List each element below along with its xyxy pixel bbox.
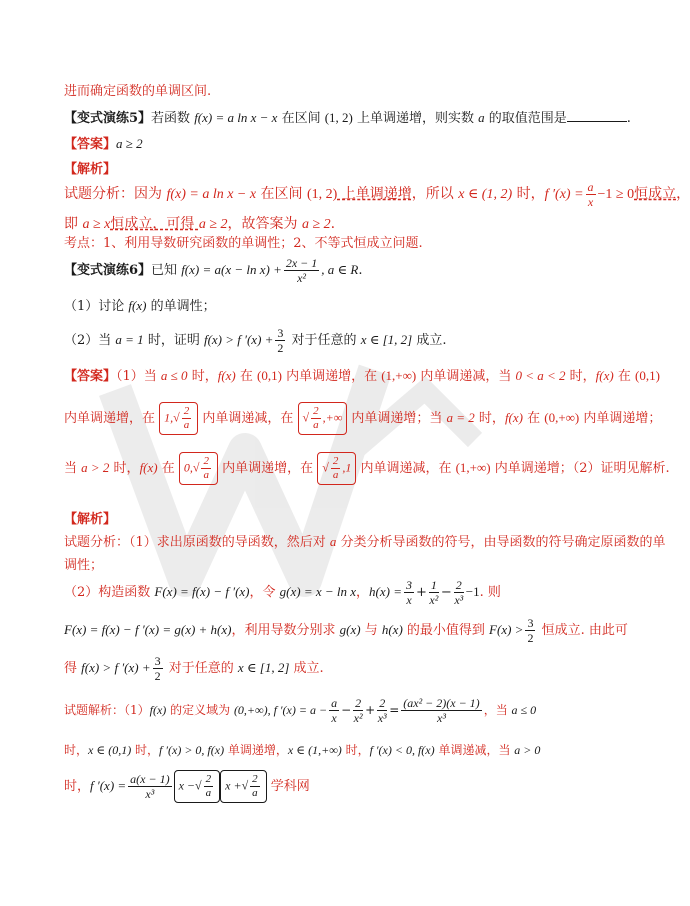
fraction [128,772,171,801]
numerator: (ax² − 2)(x − 1) [403,696,480,710]
math: f ′(x) < 0, f(x) [369,743,435,757]
text: 时， [187,369,218,384]
fraction [429,578,439,607]
text: 考点：1、利用导数研究函数的单调性；2、不等式恒成立问题. [64,236,423,251]
text: 若函数 [151,111,195,126]
text: 恒成立 [634,186,677,202]
math: (0,1) [634,368,660,383]
denominator: x [587,194,594,209]
fraction [525,616,535,645]
text: 在区间 [277,111,325,126]
math: −1 ≥ 0 [597,187,635,202]
fraction [275,326,285,355]
text: 的单调性； [146,299,216,314]
answer-blank [567,109,627,122]
denominator: 2 [277,341,284,355]
text: 时， [474,411,505,426]
text: 上单调递增，则实数 [352,111,479,126]
text: （2）当 [64,333,116,348]
math: −1 [465,584,480,599]
text: （2）构造函数 [64,585,155,600]
math: a ≥ x [82,217,111,232]
math: (0,+∞) [544,410,580,425]
text: 单调递减，当 [434,743,515,757]
line-14 [64,510,600,530]
math: g(x) = x − ln x [279,584,357,599]
fraction [182,405,192,432]
line-9 [64,296,600,317]
text: 试题分析：（1）求出原函数的导函数，然后对 [64,535,330,550]
exercise-label: 【变式演练5】 [64,111,152,126]
text: . 则 [479,585,501,600]
interval-with-sqrt: 1,√ $\frac{2}{a}$ [159,402,198,435]
factor-with-sqrt: x +√ $\frac{2}{a}$ [220,770,267,803]
text: 内单调递减，在 [198,411,298,426]
math: x ∈ (1, 2) [458,187,513,202]
line-6 [64,214,600,235]
text: ，利用导数分别求 [231,623,340,638]
text: 内单调递减，在 [356,461,456,476]
fraction [250,773,260,800]
factor-with-sqrt: x −√ $\frac{2}{a}$ [174,770,221,803]
denominator: a [252,787,258,799]
line-2 [64,108,631,129]
math: x ∈ (1,+∞) [287,743,342,757]
math: F(x) = f(x) − f ′(x) [154,584,250,599]
text: 时， [341,743,370,757]
text: 内单调递增； [579,411,662,426]
text: （1）讨论 [64,299,129,314]
math: a ≤ 0 [511,703,537,717]
denominator: x² [429,593,439,607]
line-18 [64,612,628,649]
text: 的最小值得到 [402,623,490,638]
math: x ∈ (0,1) [88,743,132,757]
numerator: 2 [183,405,190,417]
fraction [201,455,211,482]
math: f(x) [595,368,614,383]
numerator: 2 [313,405,319,417]
line-5 [64,176,690,213]
text: 在 [157,461,179,476]
interval-with-sqrt: 0,√ $\frac{2}{a}$ [179,452,218,485]
text: 进而确定函数的单调区间. [64,84,212,99]
math: a = 1 [115,332,144,347]
numerator: 3 [277,326,284,340]
numerator: 2 [332,455,339,467]
math: f(x) = a ln x − x [194,110,278,125]
denominator: x³ [437,711,446,725]
math: x ∈ [1, 2] [360,332,413,347]
numerator: 3 [527,616,534,630]
text: 得 [64,661,82,676]
text: 内单调递减，当 [416,369,516,384]
denominator: a [313,419,319,431]
answer-label: 【答案】 [64,369,117,384]
text: （1）当 [116,369,161,384]
text: 试题分析：因为 [64,186,167,202]
math: x − [178,778,196,793]
line-10 [64,322,600,359]
text: 时， [565,369,596,384]
analysis-label: 【解析】 [64,162,117,177]
text: 调性； [64,558,104,573]
text: 在 [522,411,545,426]
text: 时，证明 [143,333,204,348]
denominator: x³ [145,787,155,801]
numerator: 1 [430,578,437,592]
text: . [330,216,336,232]
math: a [329,534,337,549]
text: 对于任意的 [287,333,361,348]
line-8 [64,252,600,289]
denominator: x² [353,711,363,725]
text: ，令 [249,585,280,600]
line-21 [64,740,600,760]
text: 内单调递增；当 [347,411,447,426]
denominator: x³ [454,593,464,607]
math: (0,+∞), f ′(x) = a − [233,703,328,717]
text: . [626,111,631,126]
math: a = 2 [446,410,475,425]
text: 的定义域为 [166,703,234,717]
line-22 [64,766,600,807]
fraction [353,696,363,725]
denominator: a [332,469,339,481]
fraction [404,578,414,607]
answer-label: 【答案】 [64,137,117,152]
fraction [586,180,596,209]
text: ， [676,186,690,202]
numerator: 2 [455,578,462,592]
text: 时， [64,779,91,794]
line-12 [64,398,662,439]
math: f(x) = a ln x − x [166,187,257,202]
numerator: 2 [203,455,209,467]
text: ，故答案为 [227,216,302,232]
math: f(x) [139,460,158,475]
text: 单调递增， [224,743,288,757]
text: 即 [64,216,83,232]
denominator: 2 [527,631,534,645]
math: (0,1) [257,368,282,383]
denominator: 2 [154,669,161,683]
math: (1, 2) [307,187,338,202]
math: 0 < a < 2 [515,368,566,383]
text: 恒成立，可得 [110,216,199,232]
math: 1, [164,410,174,425]
math: F(x) > [489,622,524,637]
math: f(x) [217,368,236,383]
math: a ≥ 2 [116,136,143,151]
numerator: 2 [252,773,258,785]
text: 已知 [151,263,182,278]
line-11 [64,366,660,387]
math: (1,+∞) [455,460,491,475]
text: 内单调递增，在 [217,461,318,476]
fraction [401,696,481,725]
text: . [358,263,363,278]
numerator: 2 [205,773,212,785]
denominator: x³ [377,711,387,725]
text: ，所以 [411,186,459,202]
text: ，当 [483,703,512,717]
exercise-label: 【变式演练6】 [64,263,152,278]
math: (1,+∞) [381,368,417,383]
line-16 [64,556,600,576]
text: 恒成立. 由此可 [537,623,628,638]
numerator: 3 [405,578,412,592]
math: f(x) = a(x − ln x) + [181,262,282,277]
text: 时， [109,461,140,476]
math: f ′(x) > 0, f(x) [159,743,225,757]
text: 与 [360,623,382,638]
text: 内单调递增，在 [281,369,382,384]
fraction [311,405,321,432]
text: 成立. [412,333,447,348]
math: f ′(x) = [90,778,127,793]
analysis-label: 【解析】 [64,512,117,527]
math: 0, [183,460,193,475]
denominator: x [331,711,337,725]
text: 内单调递增，在 [64,411,160,426]
line-1 [64,82,600,102]
math: h(x) = [369,584,402,599]
math: a [478,110,485,125]
interval-with-sqrt: √ $\frac{2}{a}$ ,1 [317,452,356,485]
math: F(x) = f(x) − f ′(x) = g(x) + h(x) [64,622,232,637]
math: a ≥ 2 [301,217,331,232]
math: f ′(x) = [544,187,584,202]
site-mark: 学科网 [270,779,310,794]
line-3 [64,134,600,155]
math: , a ∈ R [321,262,359,277]
denominator: a [205,787,212,799]
text: 内单调递增；（2）证明见解析. [490,461,670,476]
math: f(x) [128,298,147,313]
math: (1, 2) [324,110,353,125]
fraction [331,455,341,482]
line-19 [64,650,600,687]
text: 在 [235,369,258,384]
fraction [329,696,339,725]
text: 在区间 [256,186,307,202]
numerator: a(x − 1) [130,772,170,786]
text: 上单调递增 [337,186,412,202]
text: 试题解析：（1） [64,703,150,717]
fraction [153,654,163,683]
math: g(x) [339,622,361,637]
math: a ≤ 0 [160,368,188,383]
line-13 [64,448,670,489]
math: h(x) [381,622,403,637]
text: 对于任意的 [164,661,238,676]
text: ， [356,585,370,600]
line-15 [64,532,666,553]
denominator: x² [297,271,307,285]
denominator: a [203,469,209,481]
text: 分类分析导函数的符号，由导函数的符号确定原函数的单 [336,535,666,550]
math: f(x) [149,703,167,717]
math: x ∈ [1, 2] [237,660,290,675]
numerator: 3 [154,654,161,668]
line-7 [64,234,600,254]
interval-with-sqrt: √ $\frac{2}{a}$ ,+∞ [298,402,348,435]
text: 时， [64,743,89,757]
fraction [377,696,387,725]
math: f(x) [504,410,523,425]
math: a > 0 [514,743,541,757]
line-20: 试题解析：（1）f(x) 的定义域为 (0,+∞), f ′(x) = a − $\frac{a}{x}$ − $\frac{2}{\text{x²}}$ + $\frac{2}{\text{x³}}$ = $\frac{\text{(ax² − 2)(x − 1)}}{\text{x³}}$ ，当 a ≤ 0 [64,696,537,725]
denominator: x [406,593,412,607]
math: f(x) > f ′(x) + [203,332,274,347]
text: 成立. [289,661,324,676]
numerator: a [587,179,594,194]
fraction [454,578,464,607]
text: 的取值范围是 [484,111,567,126]
text: 时， [131,743,160,757]
numerator: 2x − 1 [285,256,318,270]
math: ,1 [342,460,352,475]
numerator: a [331,696,338,710]
text: 在 [613,369,635,384]
line-17: （2）构造函数 F(x) = f(x) − f ′(x)，令 g(x) = x − ln x，h(x) = $\frac{3}{x}$ + $\frac{1}{\text{x²}}$ − $\frac{2}{\text{x³}}$ −1. 则 [64,578,501,607]
numerator: 2 [355,696,362,710]
fraction [204,773,214,800]
math: ,+∞ [322,410,343,425]
text: 当 [64,461,82,476]
fraction [284,256,319,285]
text: 时， [512,186,545,202]
math: a ≥ 2 [198,217,228,232]
math: a > 2 [81,460,110,475]
numerator: 2 [379,696,386,710]
denominator: a [183,419,190,431]
math: f(x) > f ′(x) + [81,660,151,675]
math: x + [225,778,242,793]
